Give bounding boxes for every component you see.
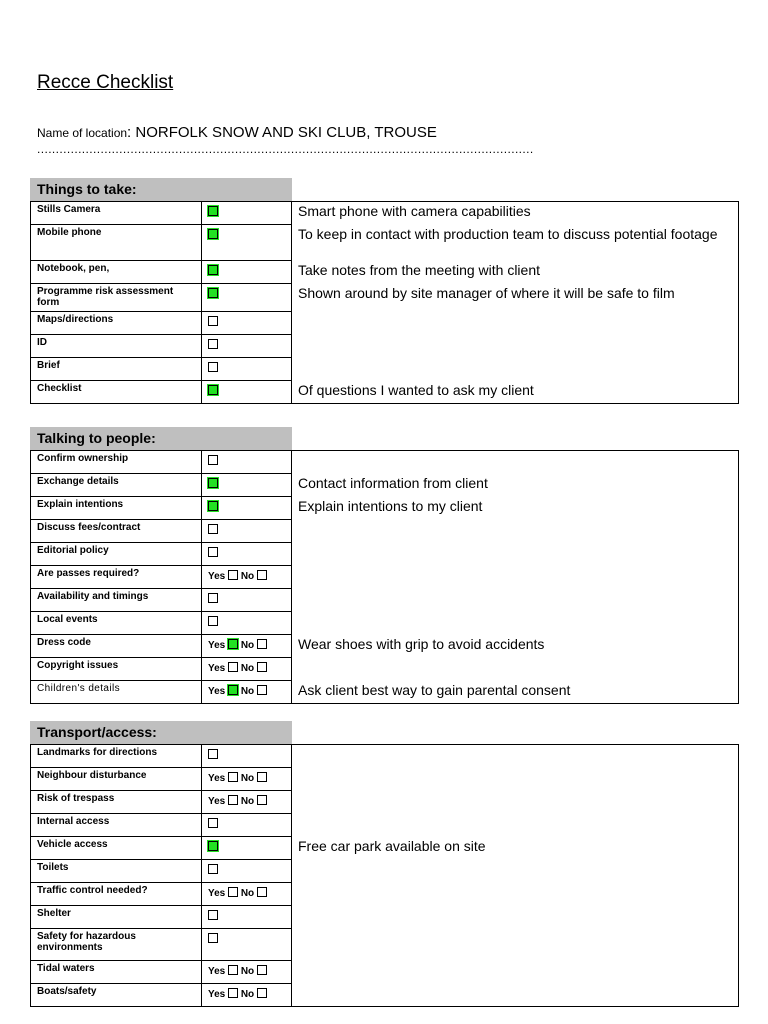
item-check-cell <box>202 984 292 1007</box>
item-check-cell <box>202 745 292 768</box>
table-row <box>31 961 739 984</box>
table-row <box>31 358 739 381</box>
item-check-cell <box>202 381 292 404</box>
item-note <box>292 768 739 791</box>
item-check-cell <box>202 497 292 520</box>
yes-label: Yes <box>208 686 226 697</box>
checkbox[interactable] <box>257 662 267 672</box>
item-note: Ask client best way to gain parental consent <box>292 681 739 704</box>
checkbox[interactable] <box>208 455 218 465</box>
item-label-dress-code: Dress code <box>31 635 202 658</box>
checkbox[interactable] <box>257 772 267 782</box>
item-note <box>292 612 739 635</box>
table-row <box>31 202 739 225</box>
item-check-cell <box>202 658 292 681</box>
item-label-discuss-fees-contract: Discuss fees/contract <box>31 520 202 543</box>
checkbox[interactable] <box>208 362 218 372</box>
checkbox-checked[interactable] <box>208 229 218 239</box>
checkbox[interactable] <box>228 965 238 975</box>
section-talking-to-people <box>30 427 738 704</box>
checkbox[interactable] <box>228 795 238 805</box>
no-label: No <box>240 663 255 674</box>
checkbox-checked[interactable] <box>208 841 218 851</box>
item-label-risk-of-trespass: Risk of trespass <box>31 791 202 814</box>
item-label-explain-intentions: Explain intentions <box>31 497 202 520</box>
item-label-toilets: Toilets <box>31 860 202 883</box>
item-label-vehicle-access: Vehicle access <box>31 837 202 860</box>
item-note <box>292 566 739 589</box>
item-label-exchange-details: Exchange details <box>31 474 202 497</box>
table-row <box>31 658 739 681</box>
table-row <box>31 312 739 335</box>
checkbox[interactable] <box>257 639 267 649</box>
table-row <box>31 543 739 566</box>
item-check-cell <box>202 589 292 612</box>
table-row <box>31 681 739 704</box>
checkbox[interactable] <box>228 772 238 782</box>
item-check-cell <box>202 358 292 381</box>
table-row <box>31 984 739 1007</box>
item-label-shelter: Shelter <box>31 906 202 929</box>
table-row <box>31 497 739 520</box>
item-check-cell <box>202 681 292 704</box>
item-label-local-events: Local events <box>31 612 202 635</box>
item-check-cell <box>202 814 292 837</box>
table-row <box>31 883 739 906</box>
item-label-editorial-policy: Editorial policy <box>31 543 202 566</box>
item-note <box>292 906 739 929</box>
yes-label: Yes <box>208 640 226 651</box>
item-label-brief: Brief <box>31 358 202 381</box>
item-check-cell <box>202 261 292 284</box>
item-label-traffic-control-needed: Traffic control needed? <box>31 883 202 906</box>
location-line <box>37 124 437 141</box>
item-label-are-passes-required: Are passes required? <box>31 566 202 589</box>
checkbox[interactable] <box>257 570 267 580</box>
checkbox[interactable] <box>228 662 238 672</box>
checkbox[interactable] <box>208 316 218 326</box>
checklist-table <box>30 450 739 704</box>
checkbox[interactable] <box>208 864 218 874</box>
no-label: No <box>240 989 255 1000</box>
checkbox[interactable] <box>257 965 267 975</box>
item-note: To keep in contact with production team to discuss potential footage <box>292 225 739 261</box>
item-note: Shown around by site manager of where it will be safe to film <box>292 284 739 312</box>
no-label: No <box>240 686 255 697</box>
item-label-safety-for-hazardous-environments: Safety for hazardous environments <box>31 929 202 961</box>
item-note <box>292 961 739 984</box>
page-title: Recce Checklist <box>37 72 174 93</box>
yes-label: Yes <box>208 989 226 1000</box>
checklist-table <box>30 201 739 404</box>
item-note: Contact information from client <box>292 474 739 497</box>
item-note <box>292 929 739 961</box>
checkbox[interactable] <box>228 988 238 998</box>
item-check-cell <box>202 837 292 860</box>
section-transport-access <box>30 721 738 1007</box>
item-note <box>292 589 739 612</box>
table-row <box>31 474 739 497</box>
item-note: Of questions I wanted to ask my client <box>292 381 739 404</box>
table-row <box>31 284 739 312</box>
item-check-cell <box>202 451 292 474</box>
section-header: Transport/access: <box>30 721 292 744</box>
item-note <box>292 451 739 474</box>
item-note: Wear shoes with grip to avoid accidents <box>292 635 739 658</box>
table-row <box>31 837 739 860</box>
table-row <box>31 225 739 261</box>
item-label-mobile-phone: Mobile phone <box>31 225 202 261</box>
yes-label: Yes <box>208 796 226 807</box>
item-check-cell <box>202 335 292 358</box>
item-note <box>292 658 739 681</box>
table-row <box>31 929 739 961</box>
section-header: Things to take: <box>30 178 292 201</box>
item-check-cell <box>202 635 292 658</box>
item-note <box>292 745 739 768</box>
yes-label: Yes <box>208 888 226 899</box>
table-row <box>31 745 739 768</box>
no-label: No <box>240 773 255 784</box>
item-check-cell <box>202 768 292 791</box>
checkbox[interactable] <box>208 339 218 349</box>
no-label: No <box>240 966 255 977</box>
item-note <box>292 814 739 837</box>
item-check-cell <box>202 566 292 589</box>
item-check-cell <box>202 961 292 984</box>
item-note <box>292 312 739 335</box>
item-note <box>292 335 739 358</box>
item-check-cell <box>202 860 292 883</box>
checkbox-checked[interactable] <box>208 478 218 488</box>
item-label-landmarks-for-directions: Landmarks for directions <box>31 745 202 768</box>
item-check-cell <box>202 543 292 566</box>
checkbox[interactable] <box>208 933 218 943</box>
section-header: Talking to people: <box>30 427 292 450</box>
location-dotted-line: ..................................................................................................................................... <box>37 142 534 156</box>
item-check-cell <box>202 929 292 961</box>
item-label-neighbour-disturbance: Neighbour disturbance <box>31 768 202 791</box>
checkbox[interactable] <box>208 749 218 759</box>
item-label-children-s-details: Children's details <box>31 681 202 704</box>
section-things-to-take <box>30 178 738 404</box>
item-label-tidal-waters: Tidal waters <box>31 961 202 984</box>
item-label-stills-camera: Stills Camera <box>31 202 202 225</box>
checkbox[interactable] <box>257 887 267 897</box>
checkbox-checked[interactable] <box>228 685 238 695</box>
item-check-cell <box>202 906 292 929</box>
item-label-internal-access: Internal access <box>31 814 202 837</box>
checklist-table <box>30 744 739 1007</box>
checkbox[interactable] <box>257 795 267 805</box>
no-label: No <box>240 888 255 899</box>
item-label-boats-safety: Boats/safety <box>31 984 202 1007</box>
checkbox-checked[interactable] <box>208 501 218 511</box>
item-note <box>292 860 739 883</box>
item-note: Explain intentions to my client <box>292 497 739 520</box>
yes-label: Yes <box>208 571 226 582</box>
item-check-cell <box>202 791 292 814</box>
item-note <box>292 543 739 566</box>
checkbox[interactable] <box>228 570 238 580</box>
item-check-cell <box>202 202 292 225</box>
table-row <box>31 381 739 404</box>
checkbox[interactable] <box>208 524 218 534</box>
item-label-copyright-issues: Copyright issues <box>31 658 202 681</box>
item-check-cell <box>202 474 292 497</box>
table-row <box>31 612 739 635</box>
checkbox-checked[interactable] <box>208 265 218 275</box>
item-check-cell <box>202 312 292 335</box>
yes-label: Yes <box>208 663 226 674</box>
item-label-notebook-pen: Notebook, pen, <box>31 261 202 284</box>
table-row <box>31 791 739 814</box>
table-row <box>31 451 739 474</box>
checkbox[interactable] <box>257 685 267 695</box>
item-label-programme-risk-assessment-form: Programme risk assessment form <box>31 284 202 312</box>
item-label-id: ID <box>31 335 202 358</box>
checkbox[interactable] <box>257 988 267 998</box>
item-label-maps-directions: Maps/directions <box>31 312 202 335</box>
no-label: No <box>240 796 255 807</box>
item-check-cell <box>202 520 292 543</box>
checkbox-checked[interactable] <box>208 288 218 298</box>
checkbox-checked[interactable] <box>208 206 218 216</box>
item-note <box>292 791 739 814</box>
table-row <box>31 768 739 791</box>
table-row <box>31 814 739 837</box>
checkbox[interactable] <box>208 616 218 626</box>
item-check-cell <box>202 612 292 635</box>
item-note: Free car park available on site <box>292 837 739 860</box>
checkbox[interactable] <box>208 910 218 920</box>
checkbox[interactable] <box>208 547 218 557</box>
item-note <box>292 520 739 543</box>
table-row <box>31 520 739 543</box>
table-row <box>31 261 739 284</box>
item-note <box>292 883 739 906</box>
checkbox-checked[interactable] <box>208 385 218 395</box>
item-check-cell <box>202 284 292 312</box>
item-label-availability-and-timings: Availability and timings <box>31 589 202 612</box>
checkbox[interactable] <box>208 593 218 603</box>
checkbox-checked[interactable] <box>228 639 238 649</box>
item-label-confirm-ownership: Confirm ownership <box>31 451 202 474</box>
checkbox[interactable] <box>228 887 238 897</box>
item-note <box>292 358 739 381</box>
table-row <box>31 860 739 883</box>
item-check-cell <box>202 225 292 261</box>
table-row <box>31 335 739 358</box>
location-label: Name of location <box>37 126 128 140</box>
no-label: No <box>240 640 255 651</box>
yes-label: Yes <box>208 773 226 784</box>
item-label-checklist: Checklist <box>31 381 202 404</box>
yes-label: Yes <box>208 966 226 977</box>
item-note: Take notes from the meeting with client <box>292 261 739 284</box>
checkbox[interactable] <box>208 818 218 828</box>
table-row <box>31 906 739 929</box>
location-value: : NORFOLK SNOW AND SKI CLUB, TROUSE <box>127 124 437 141</box>
item-note <box>292 984 739 1007</box>
no-label: No <box>240 571 255 582</box>
table-row <box>31 589 739 612</box>
table-row <box>31 635 739 658</box>
item-note: Smart phone with camera capabilities <box>292 202 739 225</box>
table-row <box>31 566 739 589</box>
item-check-cell <box>202 883 292 906</box>
